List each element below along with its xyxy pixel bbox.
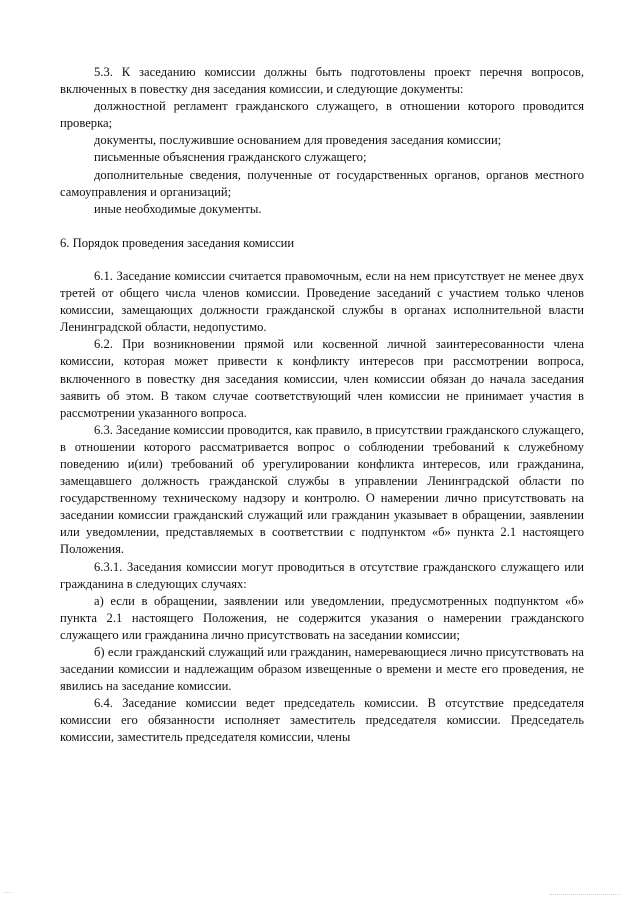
paragraph-5-3: 5.3. К заседанию комиссии должны быть подготовлены проект перечня вопросов, включенных в повестку дня заседания комиссии, и следующие документы:	[60, 65, 584, 97]
scan-artifact-left	[4, 892, 12, 895]
scan-artifact-right	[550, 894, 620, 897]
list-item-other-documents: иные необходимые документы.	[94, 201, 262, 216]
document-body	[60, 64, 584, 747]
list-item-additional-info: дополнительные сведения, полученные от государственных органов, органов местного самоуправления и организаций;	[60, 167, 584, 199]
list-item-explanations: письменные объяснения гражданского служащего;	[94, 150, 367, 165]
paragraph-6-3-1: 6.3.1. Заседания комиссии могут проводиться в отсутствие гражданского служащего или гражданина в следующих случаях:	[60, 559, 584, 591]
list-item-basis-documents: документы, послужившие основанием для проведения заседания комиссии;	[94, 133, 502, 148]
list-item-regulation: должностной регламент гражданского служащего, в отношении которого проводится проверка;	[60, 99, 584, 131]
paragraph-6-4: 6.4. Заседание комиссии ведет председатель комиссии. В отсутствие председателя комиссии его обязанности исполняет заместитель председателя комиссии. Председатель комиссии, заместитель председателя комиссии, члены	[60, 696, 584, 745]
subparagraph-a: а) если в обращении, заявлении или уведомлении, предусмотренных подпунктом «б» пункта 2.1 настоящего Положения, не содержится указания о намерении гражданского служащего или гражданина лично присутствовать на заседании комиссии;	[60, 593, 584, 642]
subparagraph-b: б) если гражданский служащий или гражданин, намеревающиеся лично присутствовать на заседании комиссии и надлежащим образом извещенные о времени и месте его проведения, не явились на заседание комиссии.	[60, 645, 584, 694]
paragraph-6-2: 6.2. При возникновении прямой или косвенной личной заинтересованности члена комиссии, которая может привести к конфликту интересов при рассмотрении вопроса, включенного в повестку дня заседания комиссии, член комиссии обязан до начала заседания заявить об этом. В таком случае соответствующий член комиссии не принимает участия в рассмотрении указанного вопроса.	[60, 337, 584, 420]
paragraph-6-1: 6.1. Заседание комиссии считается правомочным, если на нем присутствует не менее двух третей от общего числа членов комиссии. Проведение заседаний с участием только членов комиссии, замещающих должности гражданской службы в органах исполнительной власти Ленинградской области, недопустимо.	[60, 268, 584, 335]
section-heading-6: 6. Порядок проведения заседания комиссии	[60, 235, 295, 250]
paragraph-6-3: 6.3. Заседание комиссии проводится, как правило, в присутствии гражданского служащего, в отношении которого рассматривается вопрос о соблюдении требований к служебному поведению и(или) требований об урегулировании конфликта интересов, или гражданина, замещавшего должность гражданской службы в управлении Ленинградской области по государственному техническому надзору и контролю. О намерении лично присутствовать на заседании комиссии гражданский служащий или гражданин указывает в обращении, заявлении или уведомлении, представляемых в соответствии с подпунктом «б» пункта 2.1 настоящего Положения.	[60, 422, 584, 557]
